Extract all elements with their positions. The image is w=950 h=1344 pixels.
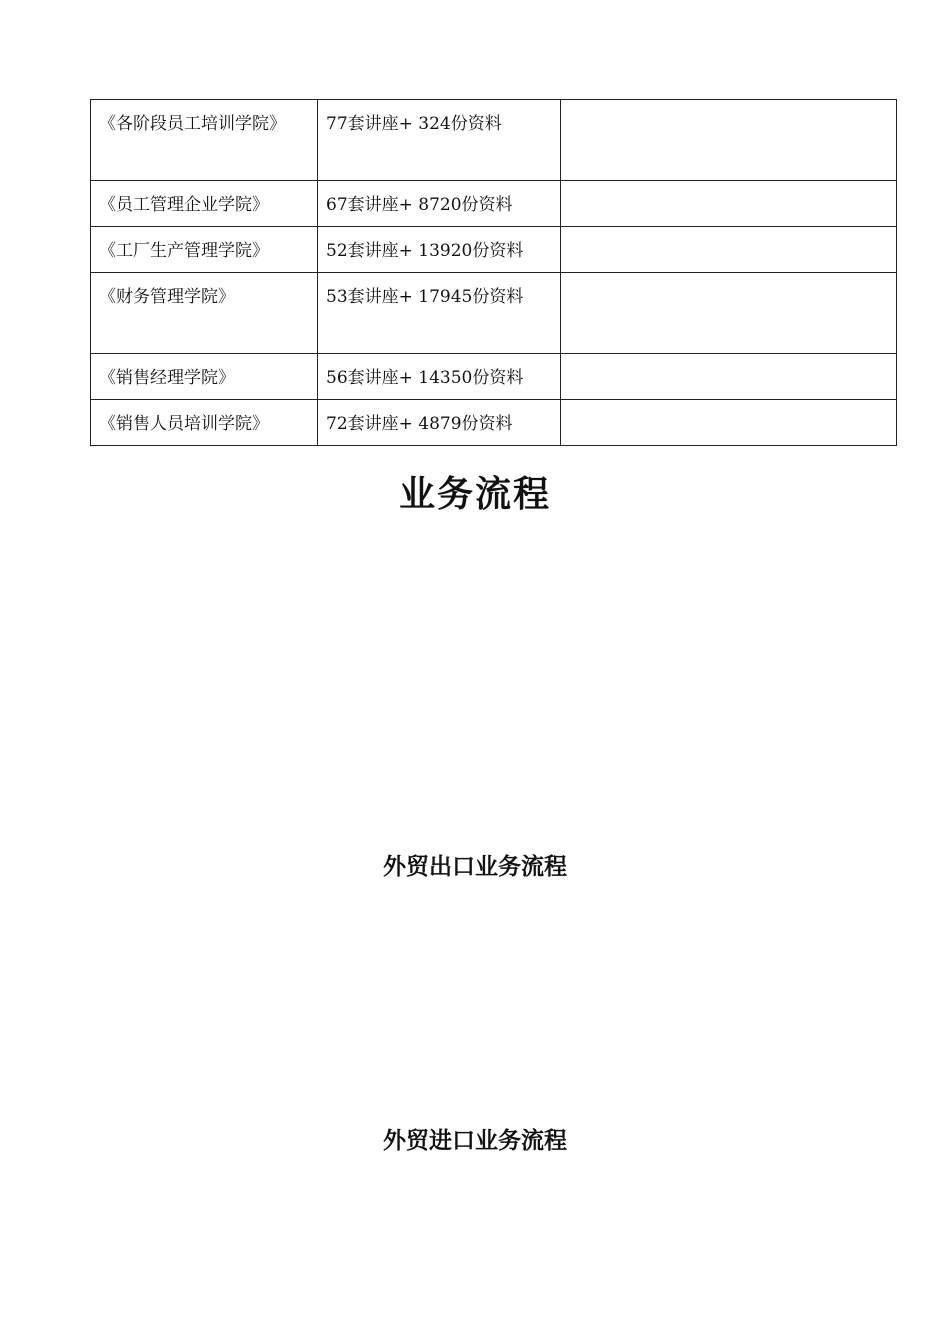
resource-count: 77套讲座+ 324份资料 [318, 100, 561, 181]
table-row [91, 400, 897, 446]
note-cell [561, 181, 897, 227]
note-cell [561, 354, 897, 400]
academy-name: 《财务管理学院》 [91, 273, 318, 354]
resource-count: 52套讲座+ 13920份资料 [318, 227, 561, 273]
resource-count: 72套讲座+ 4879份资料 [318, 400, 561, 446]
import-process-heading: 外贸进口业务流程 [383, 1127, 567, 1154]
academy-name: 《销售经理学院》 [91, 354, 318, 400]
table-row [91, 100, 897, 181]
resource-count: 67套讲座+ 8720份资料 [318, 181, 561, 227]
note-cell [561, 273, 897, 354]
export-process-heading: 外贸出口业务流程 [383, 853, 567, 880]
academy-name: 《销售人员培训学院》 [91, 400, 318, 446]
resource-count: 56套讲座+ 14350份资料 [318, 354, 561, 400]
course-catalog-table [90, 99, 897, 446]
table-row [91, 273, 897, 354]
resource-count: 53套讲座+ 17945份资料 [318, 273, 561, 354]
academy-name: 《工厂生产管理学院》 [91, 227, 318, 273]
note-cell [561, 100, 897, 181]
main-title: 业务流程 [398, 473, 551, 515]
note-cell [561, 227, 897, 273]
table-row [91, 354, 897, 400]
note-cell [561, 400, 897, 446]
academy-name: 《各阶段员工培训学院》 [91, 100, 318, 181]
table-row [91, 227, 897, 273]
academy-name: 《员工管理企业学院》 [91, 181, 318, 227]
table-row [91, 181, 897, 227]
